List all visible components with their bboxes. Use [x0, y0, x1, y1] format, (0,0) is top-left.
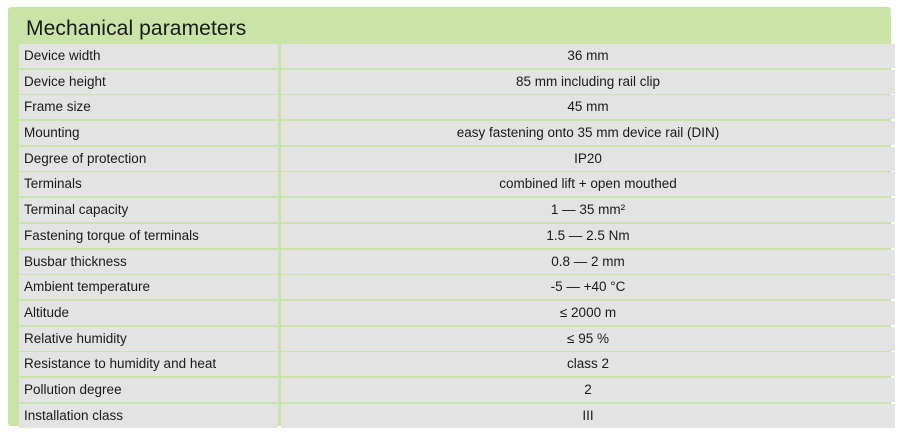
row-value: ≤ 2000 m	[281, 301, 895, 325]
table-row	[19, 275, 895, 299]
row-value: III	[281, 404, 895, 428]
row-value: IP20	[281, 147, 895, 171]
row-label: Fastening torque of terminals	[19, 224, 278, 248]
table-row	[19, 224, 895, 248]
table-row	[19, 404, 895, 428]
row-value: 0.8 — 2 mm	[281, 250, 895, 274]
row-label: Ambient temperature	[19, 275, 278, 299]
row-value: ≤ 95 %	[281, 327, 895, 351]
table-row	[19, 172, 895, 196]
row-label: Resistance to humidity and heat	[19, 352, 278, 376]
row-value: 45 mm	[281, 95, 895, 119]
row-value: 2	[281, 378, 895, 402]
row-value: class 2	[281, 352, 895, 376]
table-row	[19, 301, 895, 325]
table-row	[19, 95, 895, 119]
row-label: Terminal capacity	[19, 198, 278, 222]
table-row	[19, 352, 895, 376]
row-value: combined lift + open mouthed	[281, 172, 895, 196]
row-label: Altitude	[19, 301, 278, 325]
parameters-panel	[8, 7, 891, 426]
table-row	[19, 378, 895, 402]
table-row	[19, 327, 895, 351]
row-value: easy fastening onto 35 mm device rail (DIN)	[281, 121, 895, 145]
row-label: Degree of protection	[19, 147, 278, 171]
row-label: Busbar thickness	[19, 250, 278, 274]
row-label: Mounting	[19, 121, 278, 145]
row-label: Installation class	[19, 404, 278, 428]
row-value: 85 mm including rail clip	[281, 70, 895, 94]
row-value: 36 mm	[281, 44, 895, 68]
table-row	[19, 250, 895, 274]
row-label: Frame size	[19, 95, 278, 119]
parameters-table	[19, 44, 895, 429]
row-value: 1.5 — 2.5 Nm	[281, 224, 895, 248]
table-row	[19, 147, 895, 171]
row-label: Relative humidity	[19, 327, 278, 351]
row-value: -5 — +40 °C	[281, 275, 895, 299]
row-value: 1 — 35 mm²	[281, 198, 895, 222]
table-row	[19, 70, 895, 94]
row-label: Pollution degree	[19, 378, 278, 402]
row-label: Device height	[19, 70, 278, 94]
table-row	[19, 198, 895, 222]
row-label: Terminals	[19, 172, 278, 196]
row-label: Device width	[19, 44, 278, 68]
section-title: Mechanical parameters	[26, 17, 247, 40]
table-row	[19, 44, 895, 68]
table-row	[19, 121, 895, 145]
